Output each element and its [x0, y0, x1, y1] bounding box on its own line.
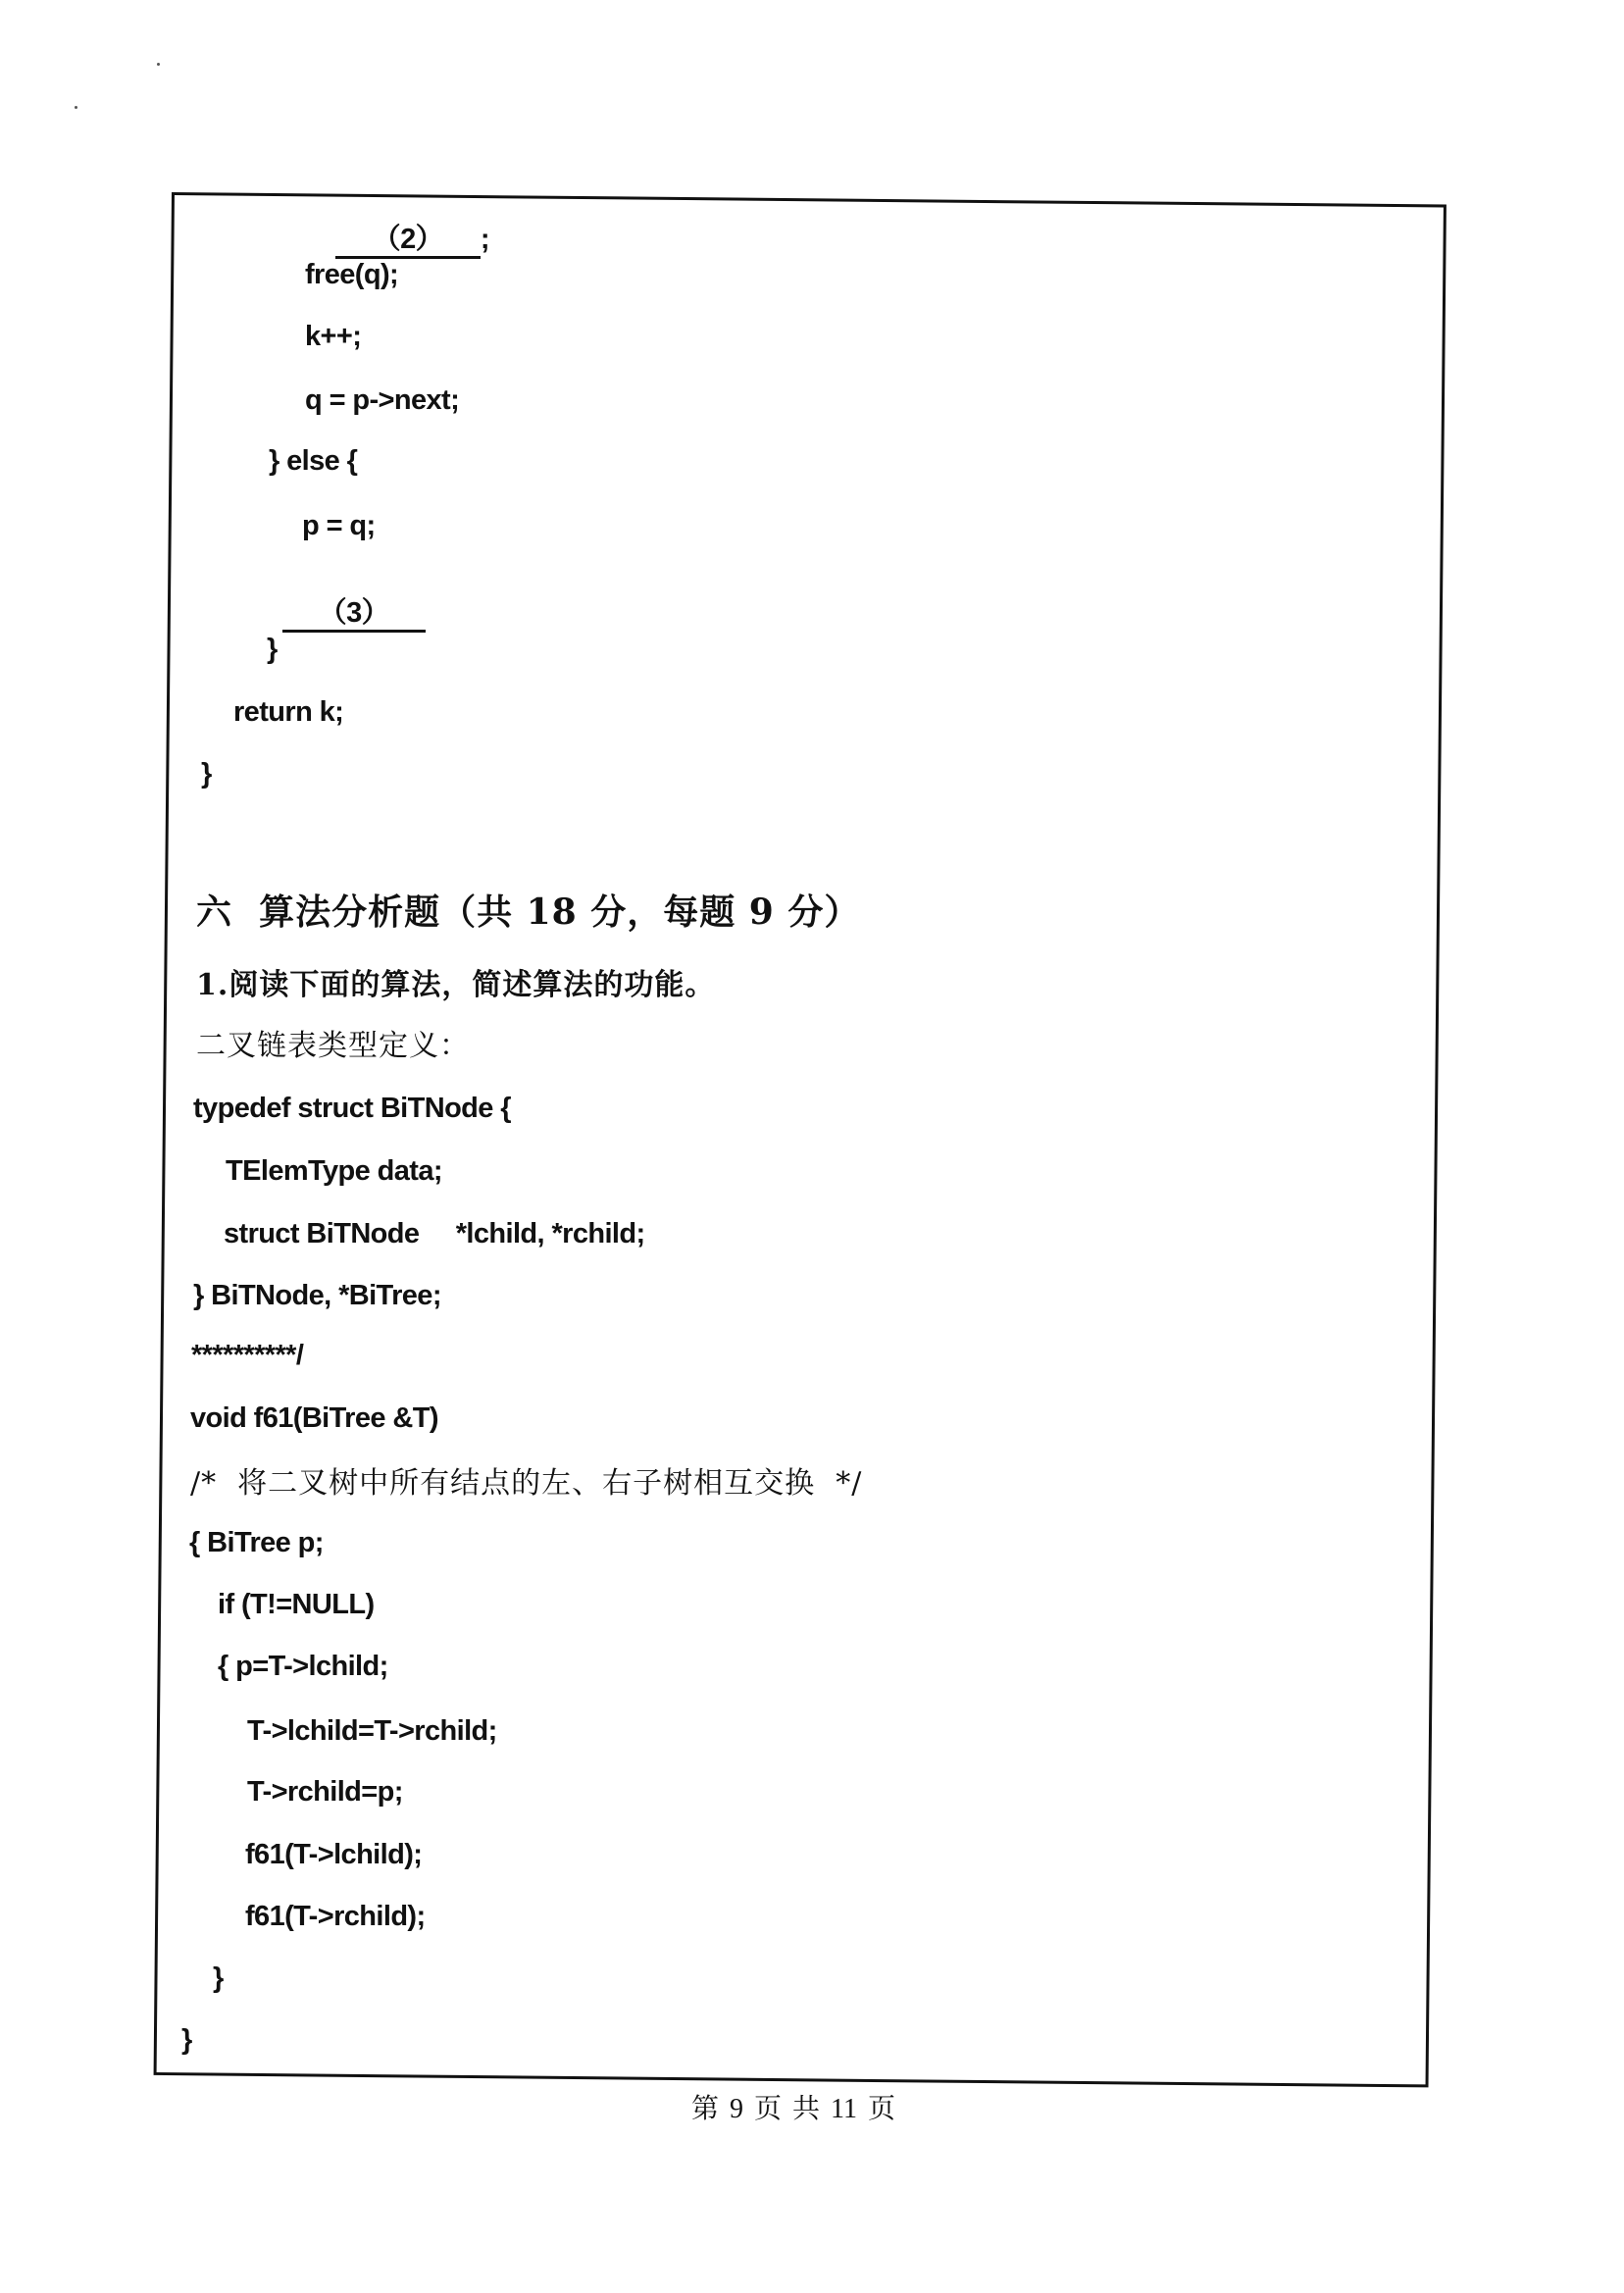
code-line-close-else: } — [267, 634, 278, 665]
scan-speck — [75, 106, 77, 109]
code-line-declare: { BiTree p; — [189, 1527, 324, 1558]
page-number: 第 9 页 共 11 页 — [691, 2094, 895, 2124]
code-line-increment: k++; — [305, 321, 362, 352]
typedef-line-2: TElemType data; — [226, 1155, 442, 1187]
typedef-line-4: } BiTNode, *BiTree; — [193, 1280, 441, 1311]
type-def-label: 二叉链表类型定义： — [196, 1029, 470, 1063]
code-line-recurse-right: f61(T->rchild); — [245, 1901, 426, 1932]
question-1-prompt: 1.阅读下面的算法，简述算法的功能。 — [196, 968, 716, 1002]
code-line-free: free(q); — [305, 259, 399, 290]
fill-in-blank-3: （3） — [282, 599, 426, 633]
code-line-left-eq-right: T->lchild=T->rchild; — [247, 1715, 497, 1747]
section-heading: 六 算法分析题（共 18 分，每题 9 分） — [196, 892, 861, 933]
blank-2-semicolon: ; — [480, 224, 489, 255]
code-line-return: return k; — [233, 696, 344, 728]
code-line-close-if: } — [213, 1962, 224, 1994]
code-line-else: } else { — [269, 445, 358, 477]
code-line-next: q = p->next; — [305, 384, 460, 416]
function-comment: /* 将二叉树中所有结点的左、右子树相互交换 */ — [190, 1466, 863, 1501]
typedef-line-1: typedef struct BiTNode { — [193, 1093, 511, 1124]
typedef-line-3: struct BiTNode *lchild, *rchild; — [224, 1218, 645, 1249]
code-line-save-left: { p=T->lchild; — [218, 1651, 388, 1682]
code-line-right-eq-p: T->rchild=p; — [247, 1776, 403, 1808]
fill-in-blank-2: （2） — [335, 226, 481, 259]
code-line-if: if (T!=NULL) — [218, 1589, 375, 1620]
comment-end-line: **********/ — [191, 1340, 304, 1371]
code-line-recurse-left: f61(T->lchild); — [245, 1839, 423, 1870]
code-line-close-func: } — [201, 758, 212, 790]
code-line-close-function: } — [181, 2024, 192, 2056]
function-signature: void f61(BiTree &T) — [190, 1402, 438, 1434]
scan-speck — [157, 63, 160, 66]
blank-3-line — [253, 571, 426, 661]
code-line-assign: p = q; — [302, 510, 376, 541]
